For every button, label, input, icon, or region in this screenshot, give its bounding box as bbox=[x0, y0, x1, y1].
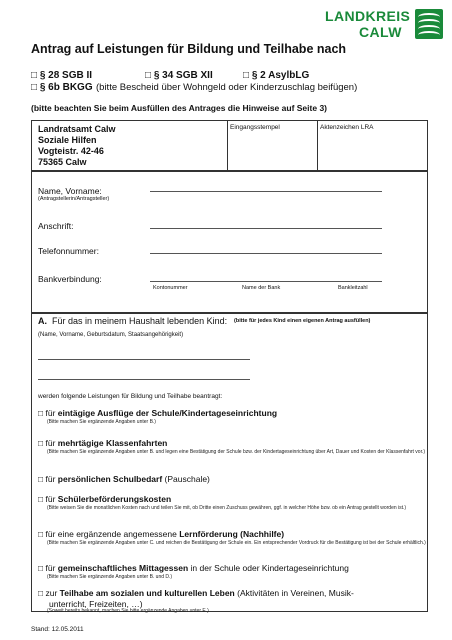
divider bbox=[317, 120, 318, 171]
checkbox-asylblg[interactable]: □ § 2 AsylbLG bbox=[243, 70, 310, 81]
bank-label: Bankverbindung: bbox=[38, 274, 102, 284]
address-field[interactable] bbox=[150, 228, 382, 229]
bank-name-label: Name der Bank bbox=[242, 285, 281, 291]
option-prefix: □ für eine ergänzende angemessene bbox=[38, 529, 180, 539]
option-suffix: (Aktivitäten in Vereinen, Musik- bbox=[234, 588, 354, 598]
option-prefix: □ für bbox=[38, 474, 58, 484]
form-title: Antrag auf Leistungen für Bildung und Teilhabe nach bbox=[31, 42, 347, 56]
office-address-line1: Landratsamt Calw bbox=[38, 124, 116, 134]
checkbox-sgb2[interactable]: □ § 28 SGB II bbox=[31, 70, 93, 81]
checkbox-bkgg[interactable]: □ § 6b BKGG bbox=[31, 82, 93, 93]
landkreis-calw-logo bbox=[325, 8, 443, 46]
option-suffix: (Pauschale) bbox=[162, 474, 210, 484]
option-participation[interactable] bbox=[38, 588, 354, 598]
hint-text: (bitte beachten Sie beim Ausfüllen des Antrages die Hinweise auf Seite 3) bbox=[31, 103, 327, 113]
section-a-note: (bitte für jedes Kind einen eigenen Antrag ausfüllen) bbox=[234, 318, 371, 324]
office-address-line3: Vogteistr. 42-46 bbox=[38, 146, 104, 156]
logo-text-line2: CALW bbox=[359, 24, 402, 40]
option-bold: persönlichen Schulbedarf bbox=[57, 474, 163, 484]
option-note: (Bitte machen Sie ergänzende Angaben unter B. und D.) bbox=[47, 574, 173, 580]
option-tutoring[interactable] bbox=[38, 529, 284, 539]
logo-waves-icon bbox=[415, 9, 443, 39]
bank-field[interactable] bbox=[150, 281, 382, 282]
phone-label: Telefonnummer: bbox=[38, 246, 99, 256]
option-bold: Lernförderung (Nachhilfe) bbox=[179, 529, 285, 539]
option-prefix: □ zur bbox=[38, 588, 60, 598]
phone-field[interactable] bbox=[150, 253, 382, 254]
option-prefix: □ für bbox=[38, 563, 58, 573]
address-label: Anschrift: bbox=[38, 221, 74, 231]
stamp-label: Eingangsstempel bbox=[230, 124, 280, 131]
option-bold: gemeinschaftliches Mittagessen bbox=[57, 563, 189, 573]
option-prefix: □ für bbox=[38, 494, 58, 504]
option-lunch[interactable] bbox=[38, 563, 349, 573]
checkbox-sgb12[interactable]: □ § 34 SGB XII bbox=[145, 70, 213, 81]
option-participation-cont: unterricht, Freizeiten, …) bbox=[49, 599, 143, 609]
footer-date: Stand: 12.05.2011 bbox=[31, 626, 84, 633]
option-bold: mehrtägige Klassenfahrten bbox=[57, 438, 168, 448]
option-class-trips[interactable] bbox=[38, 438, 167, 448]
option-bold: Teilhabe am sozialen und kulturellen Leben bbox=[59, 588, 235, 598]
benefits-intro: werden folgende Leistungen für Bildung und Teilhabe beantragt: bbox=[38, 393, 223, 400]
option-note: (Bitte machen Sie ergänzende Angaben unter C. und reichen die Bestätigung der Schule ein. Ein entsprechender Vordruck für die Bestätigung ist bei der Schule erhältlich.) bbox=[47, 540, 426, 546]
option-note: (Bitte weisen Sie die monatlichen Kosten nach und teilen Sie mit, ob Dritte einen Zuschuss gewähren, ggf. in welcher Höhe bzw. ob ein Antrag gestellt worden ist.) bbox=[47, 505, 407, 511]
child-fields-label: (Name, Vorname, Geburtsdatum, Staatsangehörigkeit) bbox=[38, 332, 184, 338]
option-school-supplies[interactable] bbox=[38, 474, 210, 484]
name-label: Name, Vorname: bbox=[38, 186, 102, 196]
bkgg-note: (bitte Bescheid über Wohngeld oder Kinderzuschlag beifügen) bbox=[96, 82, 358, 93]
option-note: (Bitte machen Sie ergänzende Angaben unter B.) bbox=[47, 419, 156, 425]
bank-account-label: Kontonummer bbox=[153, 285, 188, 291]
option-note: (Soweit bereits bekannt, machen Sie bitte ergänzende Angaben unter E.) bbox=[47, 608, 209, 614]
name-sublabel: (Antragstellerin/Antragsteller) bbox=[38, 196, 110, 202]
file-ref-label: Aktenzeichen LRA bbox=[320, 124, 374, 131]
option-suffix: in der Schule oder Kindertageseinrichtung bbox=[188, 563, 349, 573]
child-field-1[interactable] bbox=[38, 359, 250, 360]
divider bbox=[227, 120, 228, 171]
option-prefix: □ für bbox=[38, 438, 58, 448]
option-bold: Schülerbeförderungskosten bbox=[57, 494, 172, 504]
option-bold: eintägige Ausflüge der Schule/Kindertageseinrichtung bbox=[57, 408, 278, 418]
name-field[interactable] bbox=[150, 191, 382, 192]
option-prefix: □ für bbox=[38, 408, 58, 418]
logo-text-line1: LANDKREIS bbox=[325, 8, 411, 24]
option-transport[interactable] bbox=[38, 494, 171, 504]
office-address-line2: Soziale Hilfen bbox=[38, 135, 97, 145]
office-address bbox=[38, 124, 116, 168]
section-a-text: Für das in meinem Haushalt lebenden Kind: bbox=[52, 316, 228, 326]
option-day-trips[interactable] bbox=[38, 408, 277, 418]
child-field-2[interactable] bbox=[38, 379, 250, 380]
office-address-line4: 75365 Calw bbox=[38, 157, 87, 167]
section-a-heading: A. bbox=[38, 316, 47, 326]
bank-code-label: Bankleitzahl bbox=[338, 285, 368, 291]
option-note: (Bitte machen Sie ergänzende Angaben unter B. und legen eine Bestätigung der Schule bzw. der Kindertageseinrichtung über Art, Dauer und Kosten der Klassenfahrt vor.) bbox=[47, 449, 426, 455]
